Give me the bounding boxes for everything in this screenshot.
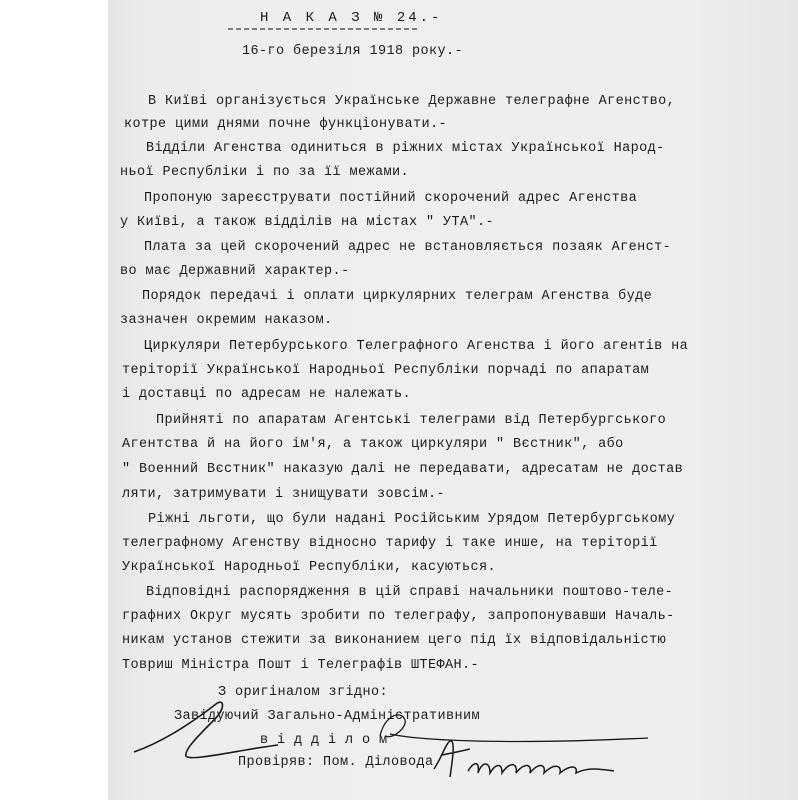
order-date: 16-го березіля 1918 року.- (242, 44, 464, 59)
text-line-5: Пропоную зареєструвати постійний скорочений адрес Агенства (144, 191, 638, 206)
text-line-15: Агентства й на його ім'я, а також циркуляри " Вєстник", або (122, 437, 624, 452)
text-line-21: Відповідні распорядження в цій справі начальники поштово-теле- (146, 585, 674, 600)
paper-sheet (108, 0, 798, 800)
text-line-9: Порядок передачі і оплати циркулярних телеграм Агенства буде (142, 289, 653, 304)
attestation-checked: Провіряв: Пом. Діловода (238, 755, 434, 770)
text-line-20: Української Народньої Республіки, касуються. (122, 560, 497, 575)
text-line-18: Ріжні льготи, що були надані Російським Урядом Петербургському (148, 512, 676, 527)
text-line-3: Відділи Агенства одиниться в ріжних містах Української Народ- (146, 141, 665, 156)
title-underline (228, 24, 418, 34)
text-line-13: і доставці по адресам не належать. (122, 387, 412, 402)
text-line-24: Товриш Міністра Пошт і Телеграфів ШТЕФАН.- (122, 658, 480, 673)
attestation-department-line2: в і д д і л о м (260, 733, 388, 748)
text-line-19: телеграфному Агенству відносно тарифу і таке инше, на теріторії (122, 536, 658, 551)
text-line-17: ляти, затримувати і знищувати зовсім.- (122, 487, 446, 502)
text-line-10: зазначен окремим наказом. (120, 313, 333, 328)
text-line-14: Прийняті по апаратам Агентські телеграми від Петербургського (156, 413, 667, 428)
text-line-2: котре цими днями почне функціонувати.- (124, 117, 448, 132)
attestation-original: З оригіналом згідно: (218, 685, 389, 700)
text-line-6: у Київі, а також відділів на містах " УТА".- (120, 215, 495, 230)
text-line-12: теріторії Української Народньої Республіки порчаді по апаратам (122, 363, 650, 378)
text-line-1: В Київі організується Українське Державне телеграфне Агенство, (148, 94, 676, 109)
text-line-16: " Военний Вєстник" наказую далі не передавати, адресатам не достав (122, 462, 684, 477)
clerk-signature (428, 735, 628, 790)
order-title: Н А К А З № 24.- (260, 10, 443, 26)
text-line-8: во має Державний характер.- (120, 264, 350, 279)
text-line-4: ньої Республіки і по за її межами. (120, 165, 410, 180)
text-line-22: графних Округ мусять зробити по телеграфу, запропонувавши Началь- (122, 609, 675, 624)
text-line-11: Циркуляри Петербурського Телеграфного Агенства і його агентів на (144, 339, 689, 354)
attestation-department-line1: Завідуючий Загально-Адміністративним (174, 709, 481, 724)
text-line-23: никам установ стежити за виконанием цего під їх відповідальністю (122, 633, 667, 648)
text-line-7: Плата за цей скорочений адрес не встановляється позаяк Агенст- (144, 240, 672, 255)
